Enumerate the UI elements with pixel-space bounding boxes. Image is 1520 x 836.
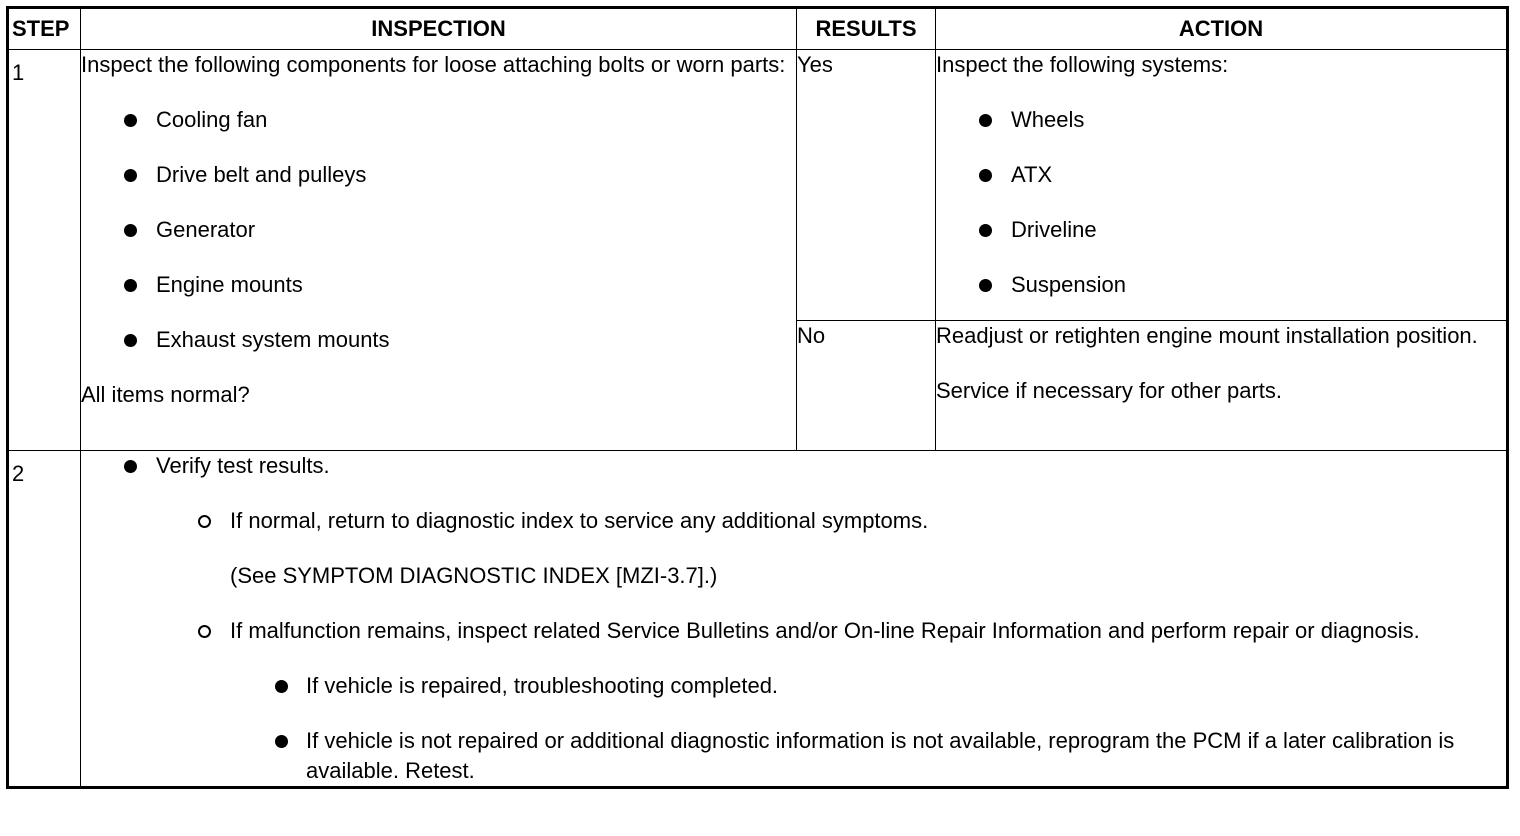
- bullet-icon: [124, 224, 137, 237]
- component-label: Drive belt and pulleys: [156, 162, 367, 187]
- bullet-icon: [275, 735, 288, 748]
- step2-number: 2: [12, 461, 25, 486]
- step1-yes-result-cell: [797, 50, 936, 321]
- list-item: [936, 270, 1506, 300]
- system-label: Driveline: [1011, 217, 1097, 242]
- step2-malfunction-text: If malfunction remains, inspect related Service Bulletins and/or On-line Repair Information and perform repair or diagnosis.: [230, 618, 1420, 643]
- step2-repaired-item: [81, 671, 1506, 701]
- step2-repaired-text: If vehicle is repaired, troubleshooting completed.: [306, 673, 779, 698]
- list-item: [81, 160, 796, 190]
- system-label: Suspension: [1011, 272, 1126, 297]
- bullet-icon: [979, 114, 992, 127]
- list-item: [936, 215, 1506, 245]
- step1-component-list: [81, 105, 796, 355]
- list-item: [81, 215, 796, 245]
- header-row: [8, 8, 1508, 50]
- hollow-bullet-icon: [198, 515, 211, 528]
- step2-not-repaired-item: [81, 726, 1506, 786]
- step1-inspection-cell: [81, 50, 797, 451]
- step1-yes-action-intro: Inspect the following systems:: [936, 52, 1229, 77]
- step2-verify-text: Verify test results.: [156, 453, 330, 478]
- bullet-icon: [275, 680, 288, 693]
- list-item: [81, 105, 796, 135]
- bullet-icon: [979, 169, 992, 182]
- step2-reference: (See SYMPTOM DIAGNOSTIC INDEX [MZI-3.7].): [230, 563, 718, 588]
- step1-no-action-cell: [936, 321, 1508, 451]
- list-item: [81, 325, 796, 355]
- step2-not-repaired-text: If vehicle is not repaired or additional diagnostic information is not available, reprogram the PCM if a later calibration is available. Retest.: [306, 728, 1455, 783]
- step1-yes-result: Yes: [797, 52, 833, 77]
- header-inspection: INSPECTION: [81, 8, 797, 50]
- step1-number-cell: [8, 50, 81, 451]
- bullet-icon: [124, 169, 137, 182]
- bullet-icon: [124, 114, 137, 127]
- step1-no-action-line1: Readjust or retighten engine mount installation position.: [936, 323, 1478, 348]
- bullet-icon: [979, 279, 992, 292]
- component-label: Engine mounts: [156, 272, 303, 297]
- step2-malfunction-item: [81, 616, 1506, 646]
- bullet-icon: [124, 460, 137, 473]
- step2-normal-item: [81, 506, 1506, 536]
- diagnostic-table: [6, 6, 1509, 789]
- step2-normal-text: If normal, return to diagnostic index to service any additional symptoms.: [230, 508, 929, 533]
- step1-no-result-cell: [797, 321, 936, 451]
- component-label: Generator: [156, 217, 256, 242]
- step2-content-cell: [81, 451, 1508, 788]
- step1-question: All items normal?: [81, 382, 250, 407]
- list-item: [81, 270, 796, 300]
- component-label: Cooling fan: [156, 107, 268, 132]
- list-item: [936, 160, 1506, 190]
- step1-systems-list: [936, 105, 1506, 300]
- header-results: RESULTS: [797, 8, 936, 50]
- step2-number-cell: [8, 451, 81, 788]
- step1-no-result: No: [797, 323, 826, 348]
- step1-yes-row: [8, 50, 1508, 321]
- step2-row: [8, 451, 1508, 788]
- header-step: STEP: [8, 8, 81, 50]
- bullet-icon: [979, 224, 992, 237]
- list-item: [936, 105, 1506, 135]
- system-label: ATX: [1011, 162, 1053, 187]
- step1-inspection-intro: Inspect the following components for loose attaching bolts or worn parts:: [81, 52, 786, 77]
- header-action: ACTION: [936, 8, 1508, 50]
- bullet-icon: [124, 279, 137, 292]
- system-label: Wheels: [1011, 107, 1085, 132]
- step1-number: 1: [12, 60, 25, 85]
- hollow-bullet-icon: [198, 625, 211, 638]
- step2-verify-item: [81, 451, 1506, 481]
- bullet-icon: [124, 334, 137, 347]
- step1-no-action-line2: Service if necessary for other parts.: [936, 378, 1283, 403]
- component-label: Exhaust system mounts: [156, 327, 390, 352]
- step1-yes-action-cell: [936, 50, 1508, 321]
